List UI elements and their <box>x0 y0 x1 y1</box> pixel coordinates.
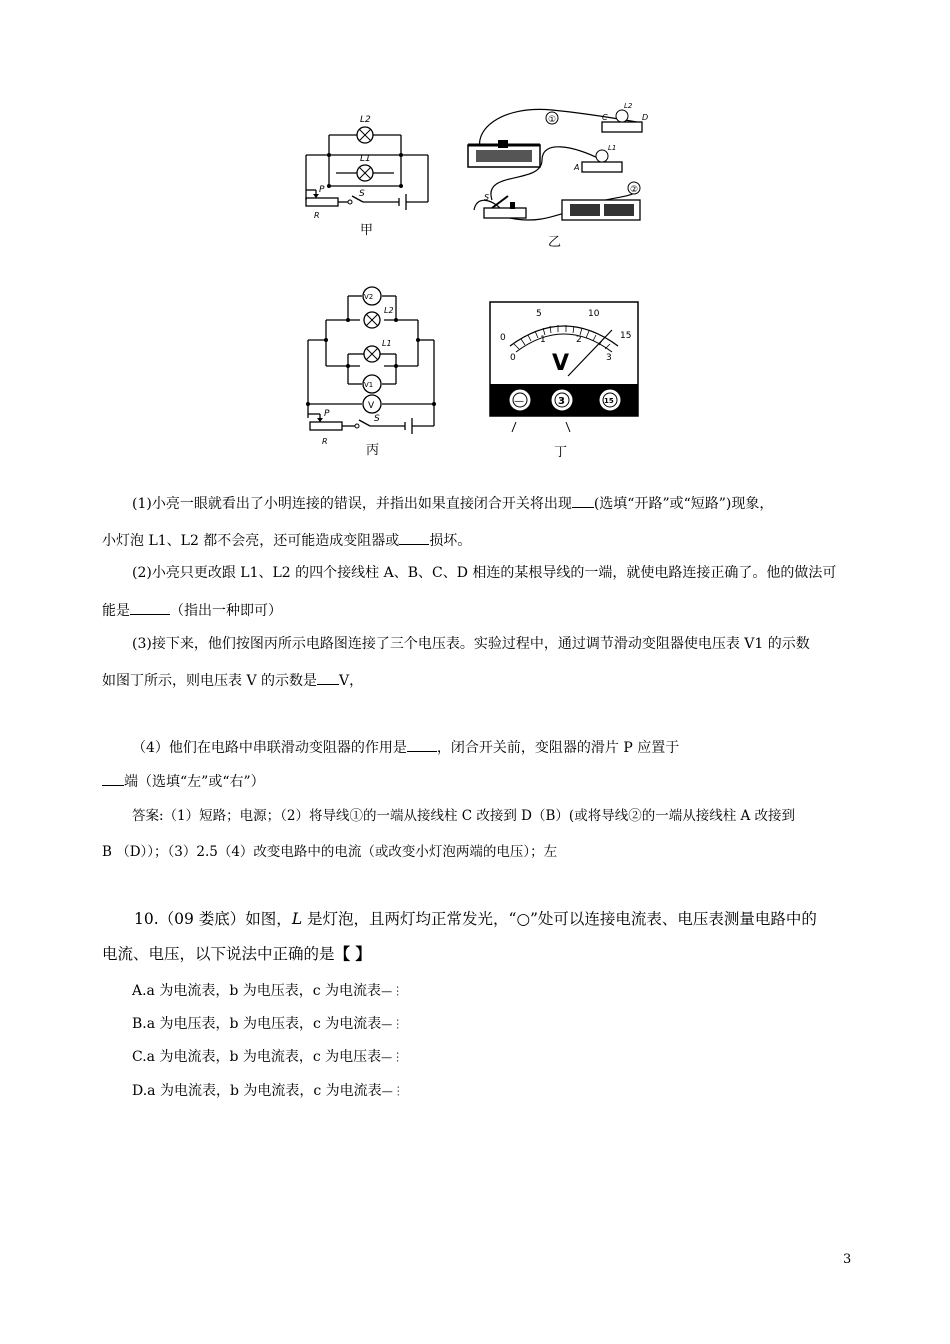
q9-p1-line1: (1)小亮一眼就看出了小明连接的错误，并指出如果直接闭合开关将出现 (选填“开路”或“短路”)现象， <box>132 493 892 514</box>
q9-p4-line2: 端（选填“左”或“右”） <box>102 771 862 792</box>
jia-p-label: P <box>319 185 325 195</box>
bing-v-label: V <box>368 401 375 411</box>
bing-l2-label: L2 <box>384 306 394 315</box>
ding-terminal-15: 15 <box>604 397 614 405</box>
q9-p2-line1: (2)小亮只更改跟 L1、L2 的四个接线柱 A、B、C、D 相连的某根导线的一端，就使电路连接正确了。他的做法可 <box>132 565 837 581</box>
ding-caption: 丁 <box>554 445 568 460</box>
jia-l1-label: L1 <box>360 154 371 164</box>
q10-option-c: C.a 为电流表，b 为电流表，c 为电压表—︙ <box>132 1049 404 1065</box>
q10-option-d: D.a 为电流表，b 为电流表，c 为电流表—︙ <box>132 1083 404 1099</box>
bing-caption: 丙 <box>366 443 380 458</box>
ding-terminal-3: 3 <box>558 396 565 407</box>
bing-v2-label: V2 <box>364 293 374 301</box>
yi-wire1-label: ① <box>548 115 557 125</box>
answer-blank: —︙ <box>381 985 404 998</box>
ding-unit: V <box>552 351 570 376</box>
rheostat-icon <box>468 140 540 167</box>
yi-a-label: A <box>574 163 580 172</box>
yi-s-label: S <box>484 193 490 202</box>
figure-jia-circuit <box>296 108 446 238</box>
yi-l1-label: L1 <box>608 144 617 152</box>
bing-p-label: P <box>324 409 330 419</box>
q10-stem-line1: 10.（09 娄底）如图，L 是灯泡，且两灯均正常发光，“○”处可以连接电流表、电压表测量电路中的 <box>134 910 817 928</box>
bing-s-label: S <box>374 414 380 424</box>
yi-caption: 乙 <box>548 235 562 250</box>
yi-wire2-label: ② <box>630 185 639 195</box>
q10-option-b: B.a 为电压表，b 为电压表，c 为电流表—︙ <box>132 1016 404 1032</box>
yi-l2-label: L2 <box>624 102 633 110</box>
bing-l1-label: L1 <box>382 339 392 348</box>
q9-answer-line2: B （D））；（3）2.5（4）改变电路中的电流（或改变小灯泡两端的电压）；左 <box>102 844 558 860</box>
q9-p2-line2: 能是 （指出一种即可） <box>102 600 862 621</box>
ding-upper-0: 0 <box>500 333 506 343</box>
answer-blank: —︙ <box>381 1085 404 1098</box>
q9-answer-line1: 答案:（1）短路；电源；（2）将导线①的一端从接线柱 C 改接到 D（B）(或将导线②的一端从接线柱 A 改接到 <box>132 808 796 824</box>
q10-option-a: A.a 为电流表，b 为电压表，c 为电流表—︙ <box>132 983 404 999</box>
ding-lower-3: 3 <box>606 353 612 363</box>
jia-l2-label: L2 <box>360 115 371 125</box>
q9-p4-line1: （4）他们在电路中串联滑动变阻器的作用是 ，闭合开关前，变阻器的滑片 P 应置于 <box>132 737 892 758</box>
bing-r-label: R <box>322 437 328 446</box>
answer-blank: —︙ <box>381 1051 404 1064</box>
jia-s-label: S <box>359 189 365 199</box>
q10-stem-line2: 电流、电压，以下说法中正确的是【 】 <box>102 944 371 963</box>
ding-upper-5: 5 <box>536 309 542 319</box>
figure-ding-voltmeter <box>488 300 644 462</box>
q9-p3-line2: 如图丁所示，则电压表 V 的示数是 V， <box>102 670 862 691</box>
ding-lower-2: 2 <box>576 335 582 345</box>
battery-icon <box>562 200 640 220</box>
ding-lower-1: 1 <box>540 335 546 345</box>
bing-v1-label: V1 <box>364 381 374 389</box>
ding-upper-10: 10 <box>588 309 600 319</box>
ding-upper-15: 15 <box>620 331 632 341</box>
answer-blank: —︙ <box>381 1018 404 1031</box>
yi-d-label: D <box>642 113 649 122</box>
bulb-l2-icon <box>602 110 642 132</box>
ding-lower-0: 0 <box>510 353 516 363</box>
jia-caption: 甲 <box>360 223 374 238</box>
page-number: 3 <box>843 1252 852 1267</box>
q9-p1-line2: 小灯泡 L1、L2 都不会亮，还可能造成变阻器或 损坏。 <box>102 530 862 551</box>
ding-terminal-neg: — <box>514 396 524 407</box>
q9-p3-line1: (3)接下来，他们按图丙所示电路图连接了三个电压表。实验过程中，通过调节滑动变阻器使电压表 V1 的示数 <box>132 636 810 652</box>
figure-bing-circuit <box>300 278 450 458</box>
switch-icon <box>484 196 526 218</box>
yi-c-label: C <box>602 113 608 122</box>
figure-yi-wiring <box>462 100 662 250</box>
jia-r-label: R <box>314 211 320 220</box>
